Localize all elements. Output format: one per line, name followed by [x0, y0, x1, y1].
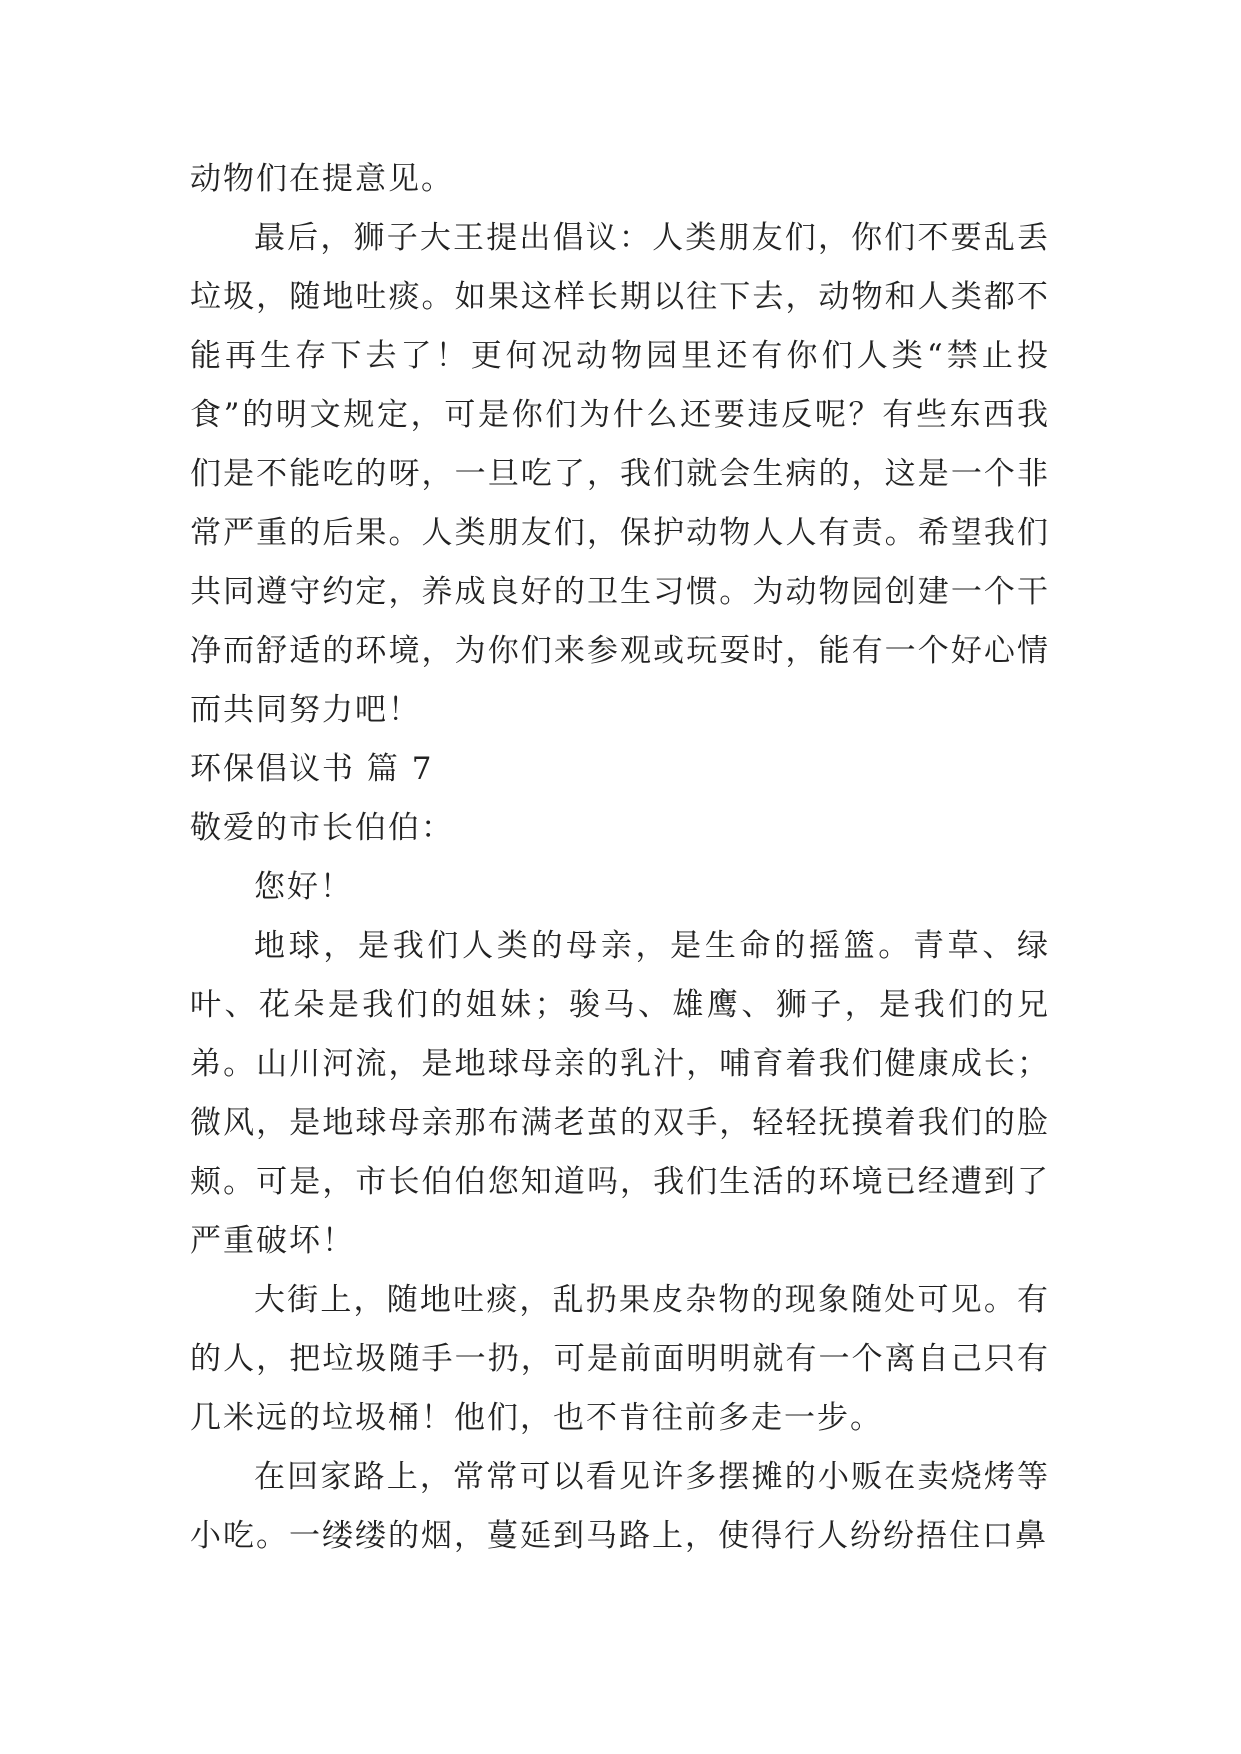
salutation: 敬爱的市长伯伯： [190, 810, 454, 846]
greeting: 您好！ [254, 869, 353, 905]
paragraph-5: 在回家路上，常常可以看见许多摆摊的小贩在卖烧烤等小吃。一缕缕的烟，蔓延到马路上，使得行人纷纷捂住口鼻 [190, 1459, 1050, 1554]
section-heading: 环保倡议书 篇 7 [190, 751, 434, 787]
paragraph-1: 动物们在提意见。 [190, 161, 454, 197]
paragraph-3: 地球，是我们人类的母亲，是生命的摇篮。青草、绿叶、花朵是我们的姐妹；骏马、雄鹰、狮子，是我们的兄弟。山川河流，是地球母亲的乳汁，哺育着我们健康成长；微风，是地球母亲那布满老茧的双手，轻轻抚摸着我们的脸颊。可是，市长伯伯您知道吗，我们生活的环境已经遭到了严重破坏！ [190, 928, 1050, 1259]
document-body [190, 150, 1050, 1566]
paragraph-2: 最后，狮子大王提出倡议：人类朋友们，你们不要乱丢垃圾，随地吐痰。如果这样长期以往下去，动物和人类都不能再生存下去了！更何况动物园里还有你们人类“禁止投食”的明文规定，可是你们为什么还要违反呢？有些东西我们是不能吃的呀，一旦吃了，我们就会生病的，这是一个非常严重的后果。人类朋友们，保护动物人人有责。希望我们共同遵守约定，养成良好的卫生习惯。为动物园创建一个干净而舒适的环境，为你们来参观或玩耍时，能有一个好心情而共同努力吧！ [190, 220, 1050, 728]
paragraph-4: 大街上，随地吐痰，乱扔果皮杂物的现象随处可见。有的人，把垃圾随手一扔，可是前面明明就有一个离自己只有几米远的垃圾桶！他们，也不肯往前多走一步。 [190, 1282, 1050, 1436]
